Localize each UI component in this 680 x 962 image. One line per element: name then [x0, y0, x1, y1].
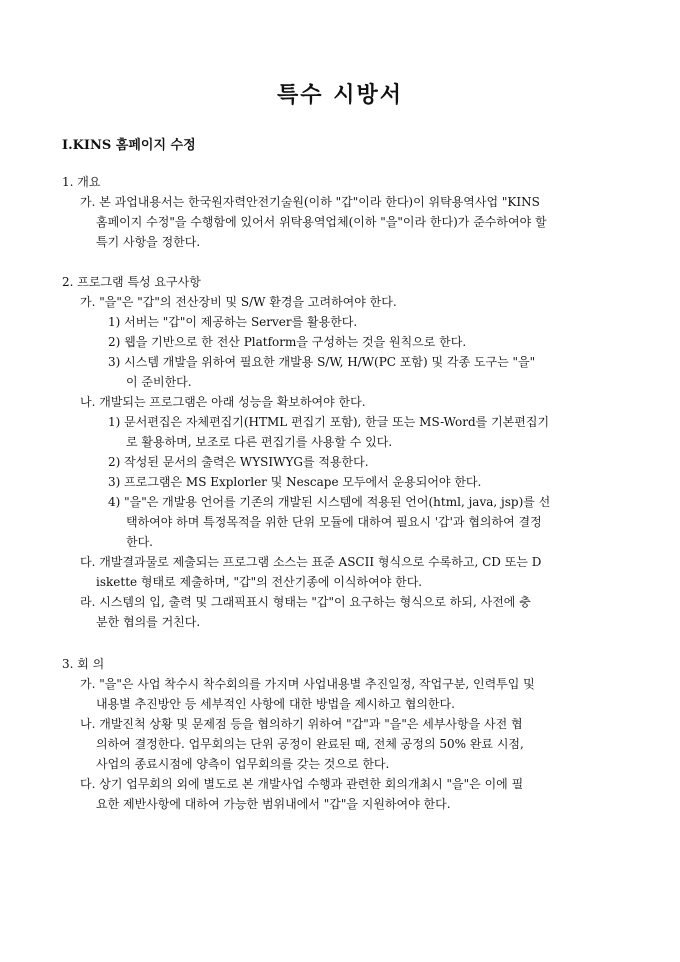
s2-na-item2: 2) 작성된 문서의 출력은 WYSIWYG를 적용한다.: [108, 455, 369, 469]
s3-da-line1: 다. 상기 업무회의 외에 별도로 본 개발사업 수행과 관련한 회의개최시 "을"은 이에 필: [80, 777, 524, 791]
s2-ga-item1: 1) 서버는 "갑"이 제공하는 Server를 활용한다.: [108, 315, 358, 329]
s2-na-item3: 3) 프로그램은 MS Explorler 및 Nescape 모두에서 운용되어야 한다.: [108, 475, 482, 489]
s3-ga-line2: 내용별 추진방안 등 세부적인 사항에 대한 방법을 제시하고 협의한다.: [96, 697, 455, 711]
s3-na-line2: 의하여 결정한다. 업무회의는 단위 공정이 완료된 때, 전체 공정의 50% 완료 시점,: [96, 737, 524, 751]
s2-ga-item3-line1: 3) 시스템 개발을 위하여 필요한 개발용 S/W, H/W(PC 포함) 및 각종 도구는 "을": [108, 355, 536, 369]
s2-ra-line2: 분한 협의를 거친다.: [96, 615, 201, 629]
s3-da-line2: 요한 제반사항에 대하여 가능한 범위내에서 "갑"을 지원하여야 한다.: [96, 797, 451, 811]
s1-ga-line1: 가. 본 과업내용서는 한국원자력안전기술원(이하 "갑"이라 한다)이 위탁용역사업 "KINS: [80, 195, 540, 209]
s2-na: 나. 개발되는 프로그램은 아래 성능을 확보하여야 한다.: [80, 395, 366, 409]
s2-na-item4-line1: 4) "을"은 개발용 언어를 기존의 개발된 시스템에 적용된 언어(html, java, jsp)를 선: [108, 495, 551, 509]
s2-da-line2: iskette 형태로 제출하며, "갑"의 전산기종에 이식하여야 한다.: [96, 575, 423, 589]
section-title: Ⅰ.KINS 홈페이지 수정: [62, 138, 196, 153]
s3-ga-line1: 가. "을"은 사업 착수시 착수회의를 가지며 사업내용별 추진일정, 작업구분, 인력투입 및: [80, 677, 535, 691]
s2-na-item4-line2: 택하여야 하며 특정목적을 위한 단위 모듈에 대하여 필요시 '갑'과 협의하여 결정: [126, 515, 542, 529]
document-title: 특수 시방서: [277, 82, 403, 108]
s2-heading: 2. 프로그램 특성 요구사항: [62, 275, 201, 289]
s1-heading: 1. 개요: [62, 175, 101, 189]
s2-na-item1-line2: 로 활용하며, 보조로 다른 편집기를 사용할 수 있다.: [126, 435, 393, 449]
s2-da-line1: 다. 개발결과물로 제출되는 프로그램 소스는 표준 ASCII 형식으로 수록하고, CD 또는 D: [80, 555, 542, 569]
s3-heading: 3. 회 의: [62, 657, 105, 671]
s3-na-line3: 사업의 종료시점에 양측이 업무회의를 갖는 것으로 한다.: [96, 757, 390, 771]
s1-ga-line3: 특기 사항을 정한다.: [96, 235, 201, 249]
s3-na-line1: 나. 개발진척 상황 및 문제점 등을 협의하기 위하여 "갑"과 "을"은 세부사항을 사전 협: [80, 717, 523, 731]
s2-ga-item2: 2) 웹을 기반으로 한 전산 Platform을 구성하는 것을 원칙으로 한다.: [108, 335, 467, 349]
s2-na-item4-line3: 한다.: [126, 535, 153, 549]
s2-ga: 가. "을"은 "갑"의 전산장비 및 S/W 환경을 고려하여야 한다.: [80, 295, 397, 309]
s2-na-item1-line1: 1) 문서편집은 자체편집기(HTML 편집기 포함), 한글 또는 MS-Word를 기본편집기: [108, 415, 550, 429]
s1-ga-line2: 홈페이지 수정"을 수행함에 있어서 위탁용역업체(이하 "을"이라 한다)가 준수하여야 할: [96, 215, 547, 229]
s2-ga-item3-line2: 이 준비한다.: [126, 375, 192, 389]
s2-ra-line1: 라. 시스템의 입, 출력 및 그래픽표시 형태는 "갑"이 요구하는 형식으로 하되, 사전에 충: [80, 595, 531, 609]
